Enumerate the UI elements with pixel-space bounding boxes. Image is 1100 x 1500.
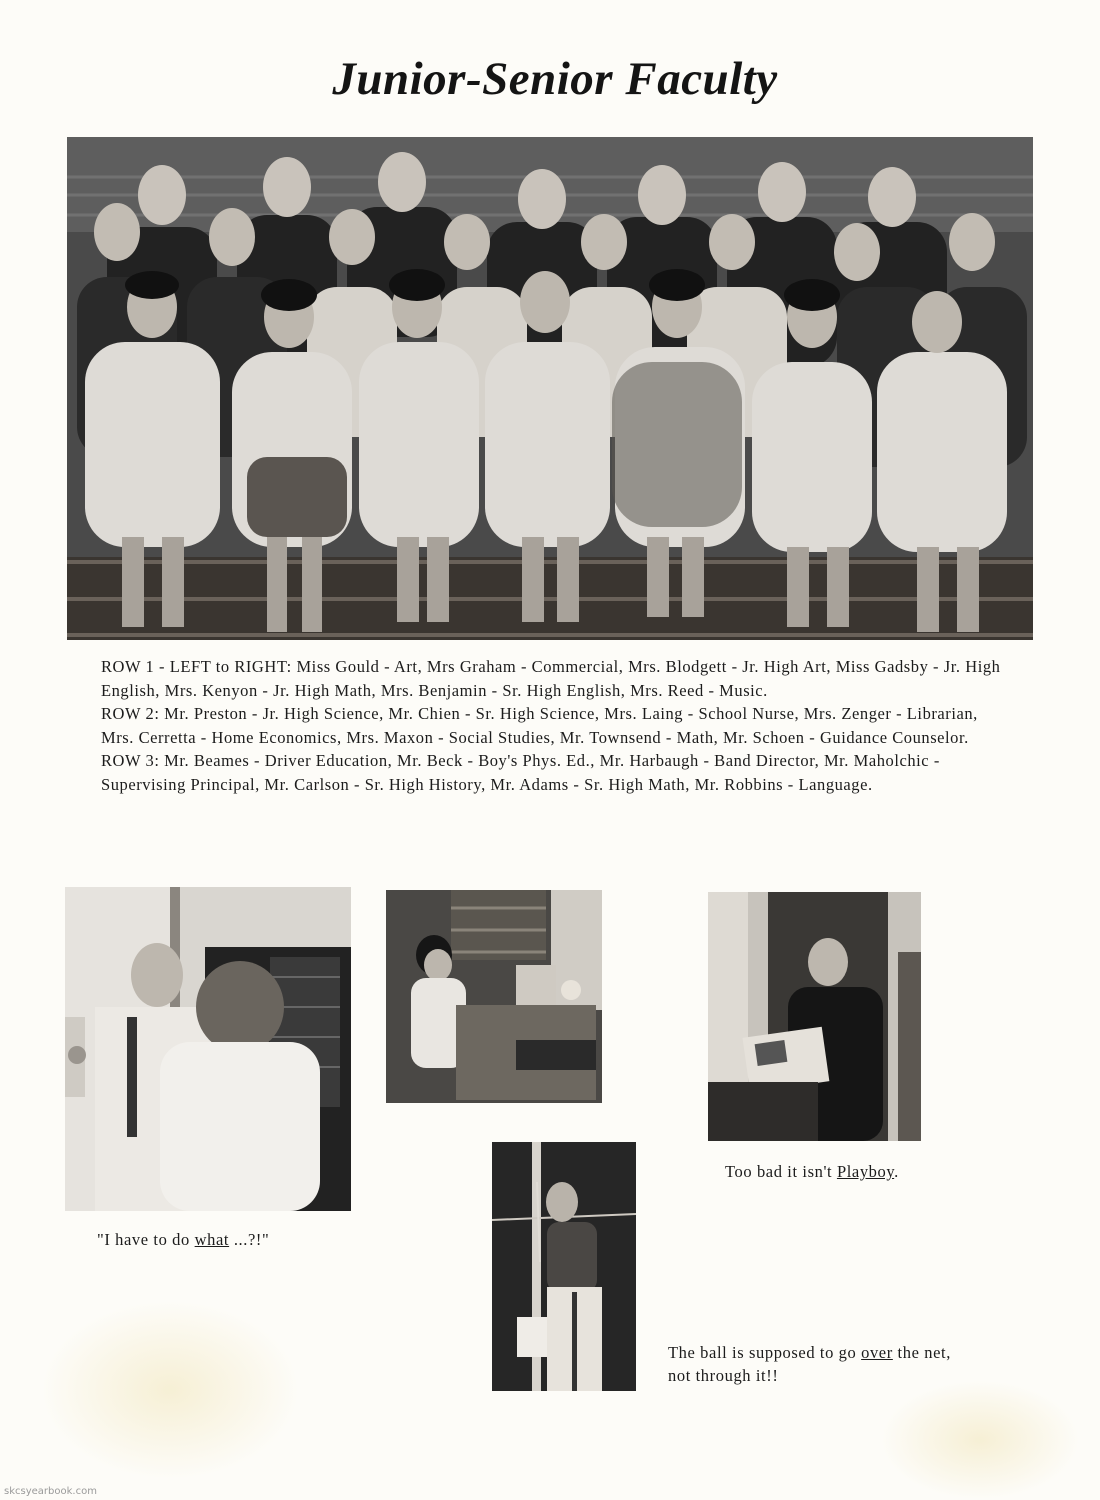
gym-photo-image: [492, 1142, 636, 1391]
gym-caption: [668, 1341, 968, 1387]
doorway-caption-text: "I have to do: [97, 1230, 195, 1249]
reader-caption-text: Too bad it isn't: [725, 1162, 837, 1181]
reader-photo: [708, 892, 921, 1141]
doorway-photo-image: [65, 887, 351, 1211]
paper-stain: [880, 1380, 1080, 1500]
faculty-names-caption: [101, 655, 1011, 796]
doorway-caption-text-end: ...?!": [229, 1230, 270, 1249]
doorway-caption: [97, 1228, 269, 1251]
page-title: Junior-Senior Faculty: [332, 53, 778, 105]
faculty-group-photo: [67, 137, 1033, 640]
gym-caption-text: The ball is supposed to go: [668, 1343, 862, 1362]
reader-caption-emphasis: Playboy: [836, 1162, 895, 1181]
reader-photo-image: [708, 892, 921, 1141]
paper-stain: [40, 1300, 300, 1480]
gym-caption-emphasis: over: [861, 1343, 893, 1362]
doorway-caption-emphasis: what: [194, 1230, 230, 1249]
library-photo-image: [386, 890, 602, 1103]
library-photo: [386, 890, 602, 1103]
gym-photo: [492, 1142, 636, 1391]
row-1-names: ROW 1 - LEFT to RIGHT: Miss Gould - Art, Mrs Graham - Commercial, Mrs. Blodgett - Jr. High Art, Miss Gadsby - Jr. High English, Mrs. Kenyon - Jr. High Math, Mrs. Benjamin - Sr. High English, Mrs. Reed - Music.: [101, 657, 1001, 700]
gym-caption-text-end: the net, not through it!!: [668, 1343, 951, 1385]
reader-caption: [725, 1160, 925, 1183]
row-2-names: ROW 2: Mr. Preston - Jr. High Science, Mr. Chien - Sr. High Science, Mrs. Laing - School Nurse, Mrs. Zenger - Librarian, Mrs. Cerretta - Home Economics, Mrs. Maxon - Social Studies, Mr. Townsend - Math, Mr. Schoen - Guidance Counselor.: [101, 704, 978, 747]
row-3-names: ROW 3: Mr. Beames - Driver Education, Mr. Beck - Boy's Phys. Ed., Mr. Harbaugh - Band Director, Mr. Maholchic - Supervising Principal, Mr. Carlson - Sr. High History, Mr. Adams - Sr. High Math, Mr. Robbins - Language.: [101, 751, 940, 794]
doorway-photo: [65, 887, 351, 1211]
reader-caption-text-end: .: [894, 1162, 899, 1181]
faculty-group-photo-image: [67, 137, 1033, 640]
site-watermark: skcsyearbook.com: [4, 1486, 97, 1497]
